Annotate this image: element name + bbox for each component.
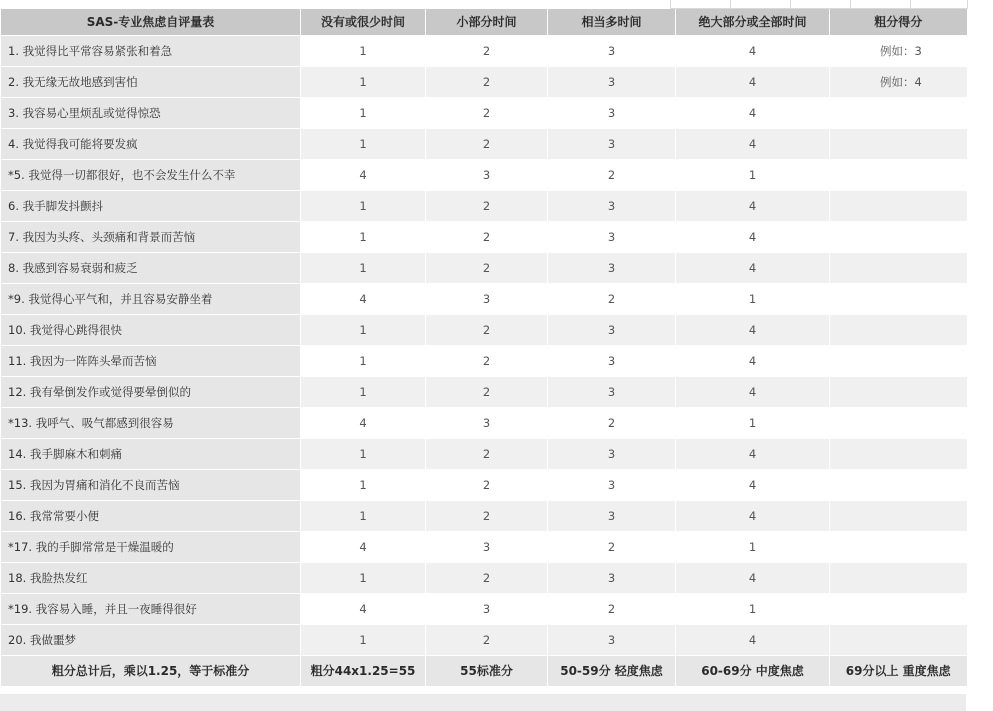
raw-score-cell — [830, 469, 967, 500]
option-value: 1 — [301, 190, 426, 221]
option-value: 3 — [548, 562, 676, 593]
option-value: 3 — [426, 283, 548, 314]
raw-score-cell — [830, 97, 967, 128]
item-text: 2. 我无缘无故地感到害怕 — [1, 66, 301, 97]
table-row — [1, 128, 967, 159]
item-text: 14. 我手脚麻木和刺痛 — [1, 438, 301, 469]
option-value: 2 — [426, 128, 548, 159]
option-value: 2 — [426, 97, 548, 128]
option-value: 3 — [548, 624, 676, 655]
raw-score-cell — [830, 562, 967, 593]
option-value: 2 — [426, 376, 548, 407]
option-value: 2 — [426, 624, 548, 655]
option-value: 1 — [301, 624, 426, 655]
option-value: 1 — [301, 469, 426, 500]
sas-scale-table — [0, 9, 967, 687]
option-value: 4 — [676, 438, 830, 469]
item-text: *13. 我呼气、吸气都感到很容易 — [1, 407, 301, 438]
option-value: 2 — [426, 221, 548, 252]
top-edge-strip — [0, 0, 993, 8]
item-text: 16. 我常常要小便 — [1, 500, 301, 531]
option-value: 3 — [548, 500, 676, 531]
item-text: 11. 我因为一阵阵头晕而苦恼 — [1, 345, 301, 376]
item-text: 3. 我容易心里烦乱或觉得惊恐 — [1, 97, 301, 128]
option-value: 4 — [676, 562, 830, 593]
item-text: *17. 我的手脚常常是干燥温暖的 — [1, 531, 301, 562]
option-value: 3 — [548, 438, 676, 469]
table-row — [1, 624, 967, 655]
option-value: 1 — [301, 128, 426, 159]
table-row — [1, 407, 967, 438]
table-row — [1, 562, 967, 593]
option-value: 3 — [426, 593, 548, 624]
top-edge-cell — [670, 0, 731, 9]
raw-score-cell — [830, 531, 967, 562]
raw-score-cell — [830, 593, 967, 624]
option-value: 4 — [301, 531, 426, 562]
table-row — [1, 593, 967, 624]
table-row — [1, 314, 967, 345]
option-value: 1 — [301, 221, 426, 252]
table-row — [1, 66, 967, 97]
item-text: 10. 我觉得心跳得很快 — [1, 314, 301, 345]
option-value: 4 — [676, 314, 830, 345]
option-value: 3 — [548, 469, 676, 500]
option-value: 1 — [301, 562, 426, 593]
table-row — [1, 190, 967, 221]
option-value: 2 — [426, 562, 548, 593]
raw-score-cell — [830, 500, 967, 531]
option-value: 2 — [426, 314, 548, 345]
footer-severe: 69分以上 重度焦虑 — [830, 655, 967, 686]
option-value: 1 — [301, 500, 426, 531]
option-value: 2 — [426, 500, 548, 531]
footer-formula: 粗分总计后，乘以1.25，等于标准分 — [1, 655, 301, 686]
header-row — [1, 9, 967, 35]
option-value: 1 — [676, 159, 830, 190]
option-value: 1 — [301, 314, 426, 345]
option-value: 3 — [548, 376, 676, 407]
option-value: 3 — [548, 97, 676, 128]
option-value: 3 — [426, 159, 548, 190]
option-value: 1 — [676, 407, 830, 438]
option-value: 1 — [301, 252, 426, 283]
option-value: 2 — [426, 345, 548, 376]
bottom-band — [0, 694, 966, 711]
raw-score-cell — [830, 376, 967, 407]
option-value: 2 — [548, 593, 676, 624]
item-text: 12. 我有晕倒发作或觉得要晕倒似的 — [1, 376, 301, 407]
raw-score-cell: 例如：3 — [830, 35, 967, 66]
option-value: 1 — [301, 345, 426, 376]
header-often: 相当多时间 — [548, 9, 676, 35]
item-text: *5. 我觉得一切都很好，也不会发生什么不幸 — [1, 159, 301, 190]
item-text: *9. 我觉得心平气和，并且容易安静坐着 — [1, 283, 301, 314]
table-row — [1, 345, 967, 376]
option-value: 3 — [548, 314, 676, 345]
option-value: 2 — [426, 35, 548, 66]
raw-score-cell — [830, 345, 967, 376]
option-value: 4 — [676, 345, 830, 376]
option-value: 4 — [676, 252, 830, 283]
option-value: 4 — [676, 624, 830, 655]
option-value: 1 — [301, 66, 426, 97]
option-value: 3 — [548, 221, 676, 252]
top-edge-cell — [910, 0, 968, 9]
raw-score-cell — [830, 221, 967, 252]
option-value: 2 — [426, 66, 548, 97]
option-value: 1 — [676, 593, 830, 624]
item-text: 18. 我脸热发红 — [1, 562, 301, 593]
option-value: 4 — [676, 500, 830, 531]
option-value: 2 — [548, 283, 676, 314]
option-value: 2 — [426, 252, 548, 283]
item-text: 8. 我感到容易衰弱和疲乏 — [1, 252, 301, 283]
option-value: 4 — [301, 593, 426, 624]
footer-standard-score: 55标准分 — [426, 655, 548, 686]
option-value: 3 — [548, 252, 676, 283]
option-value: 3 — [548, 345, 676, 376]
item-text: *19. 我容易入睡，并且一夜睡得很好 — [1, 593, 301, 624]
top-edge-cell — [790, 0, 851, 9]
option-value: 4 — [301, 407, 426, 438]
footer-row — [1, 655, 967, 686]
item-text: 20. 我做噩梦 — [1, 624, 301, 655]
option-value: 4 — [676, 190, 830, 221]
option-value: 4 — [676, 35, 830, 66]
option-value: 2 — [426, 438, 548, 469]
option-value: 3 — [548, 35, 676, 66]
table-row — [1, 376, 967, 407]
raw-score-cell — [830, 314, 967, 345]
table-row — [1, 283, 967, 314]
option-value: 1 — [301, 97, 426, 128]
option-value: 3 — [426, 407, 548, 438]
table-row — [1, 531, 967, 562]
option-value: 2 — [426, 469, 548, 500]
raw-score-cell — [830, 283, 967, 314]
raw-score-cell — [830, 438, 967, 469]
header-title: SAS-专业焦虑自评量表 — [1, 9, 301, 35]
item-text: 6. 我手脚发抖颤抖 — [1, 190, 301, 221]
option-value: 1 — [676, 531, 830, 562]
header-sometimes: 小部分时间 — [426, 9, 548, 35]
table-row — [1, 221, 967, 252]
option-value: 1 — [301, 35, 426, 66]
option-value: 1 — [301, 438, 426, 469]
top-edge-cell — [730, 0, 791, 9]
table-row — [1, 97, 967, 128]
item-text: 15. 我因为胃痛和消化不良而苦恼 — [1, 469, 301, 500]
table-row — [1, 159, 967, 190]
option-value: 2 — [548, 531, 676, 562]
footer-example: 粗分44x1.25=55 — [301, 655, 426, 686]
header-mostly: 绝大部分或全部时间 — [676, 9, 830, 35]
option-value: 1 — [301, 376, 426, 407]
raw-score-cell — [830, 128, 967, 159]
raw-score-cell — [830, 252, 967, 283]
item-text: 7. 我因为头疼、头颈痛和背景而苦恼 — [1, 221, 301, 252]
option-value: 4 — [301, 159, 426, 190]
option-value: 2 — [426, 190, 548, 221]
option-value: 4 — [676, 221, 830, 252]
option-value: 3 — [548, 128, 676, 159]
option-value: 3 — [548, 190, 676, 221]
option-value: 2 — [548, 159, 676, 190]
table-row — [1, 469, 967, 500]
option-value: 3 — [426, 531, 548, 562]
raw-score-cell — [830, 624, 967, 655]
raw-score-cell — [830, 407, 967, 438]
header-rarely: 没有或很少时间 — [301, 9, 426, 35]
option-value: 4 — [676, 97, 830, 128]
footer-moderate: 60-69分 中度焦虑 — [676, 655, 830, 686]
option-value: 4 — [301, 283, 426, 314]
table-row — [1, 500, 967, 531]
option-value: 4 — [676, 66, 830, 97]
footer-mild: 50-59分 轻度焦虑 — [548, 655, 676, 686]
option-value: 4 — [676, 469, 830, 500]
table-row — [1, 35, 967, 66]
raw-score-cell: 例如：4 — [830, 66, 967, 97]
header-raw-score: 粗分得分 — [830, 9, 967, 35]
table-row — [1, 252, 967, 283]
option-value: 2 — [548, 407, 676, 438]
raw-score-cell — [830, 190, 967, 221]
item-text: 1. 我觉得比平常容易紧张和着急 — [1, 35, 301, 66]
raw-score-cell — [830, 159, 967, 190]
item-text: 4. 我觉得我可能将要发疯 — [1, 128, 301, 159]
option-value: 1 — [676, 283, 830, 314]
option-value: 3 — [548, 66, 676, 97]
option-value: 4 — [676, 376, 830, 407]
option-value: 4 — [676, 128, 830, 159]
top-edge-cell — [850, 0, 911, 9]
table-row — [1, 438, 967, 469]
